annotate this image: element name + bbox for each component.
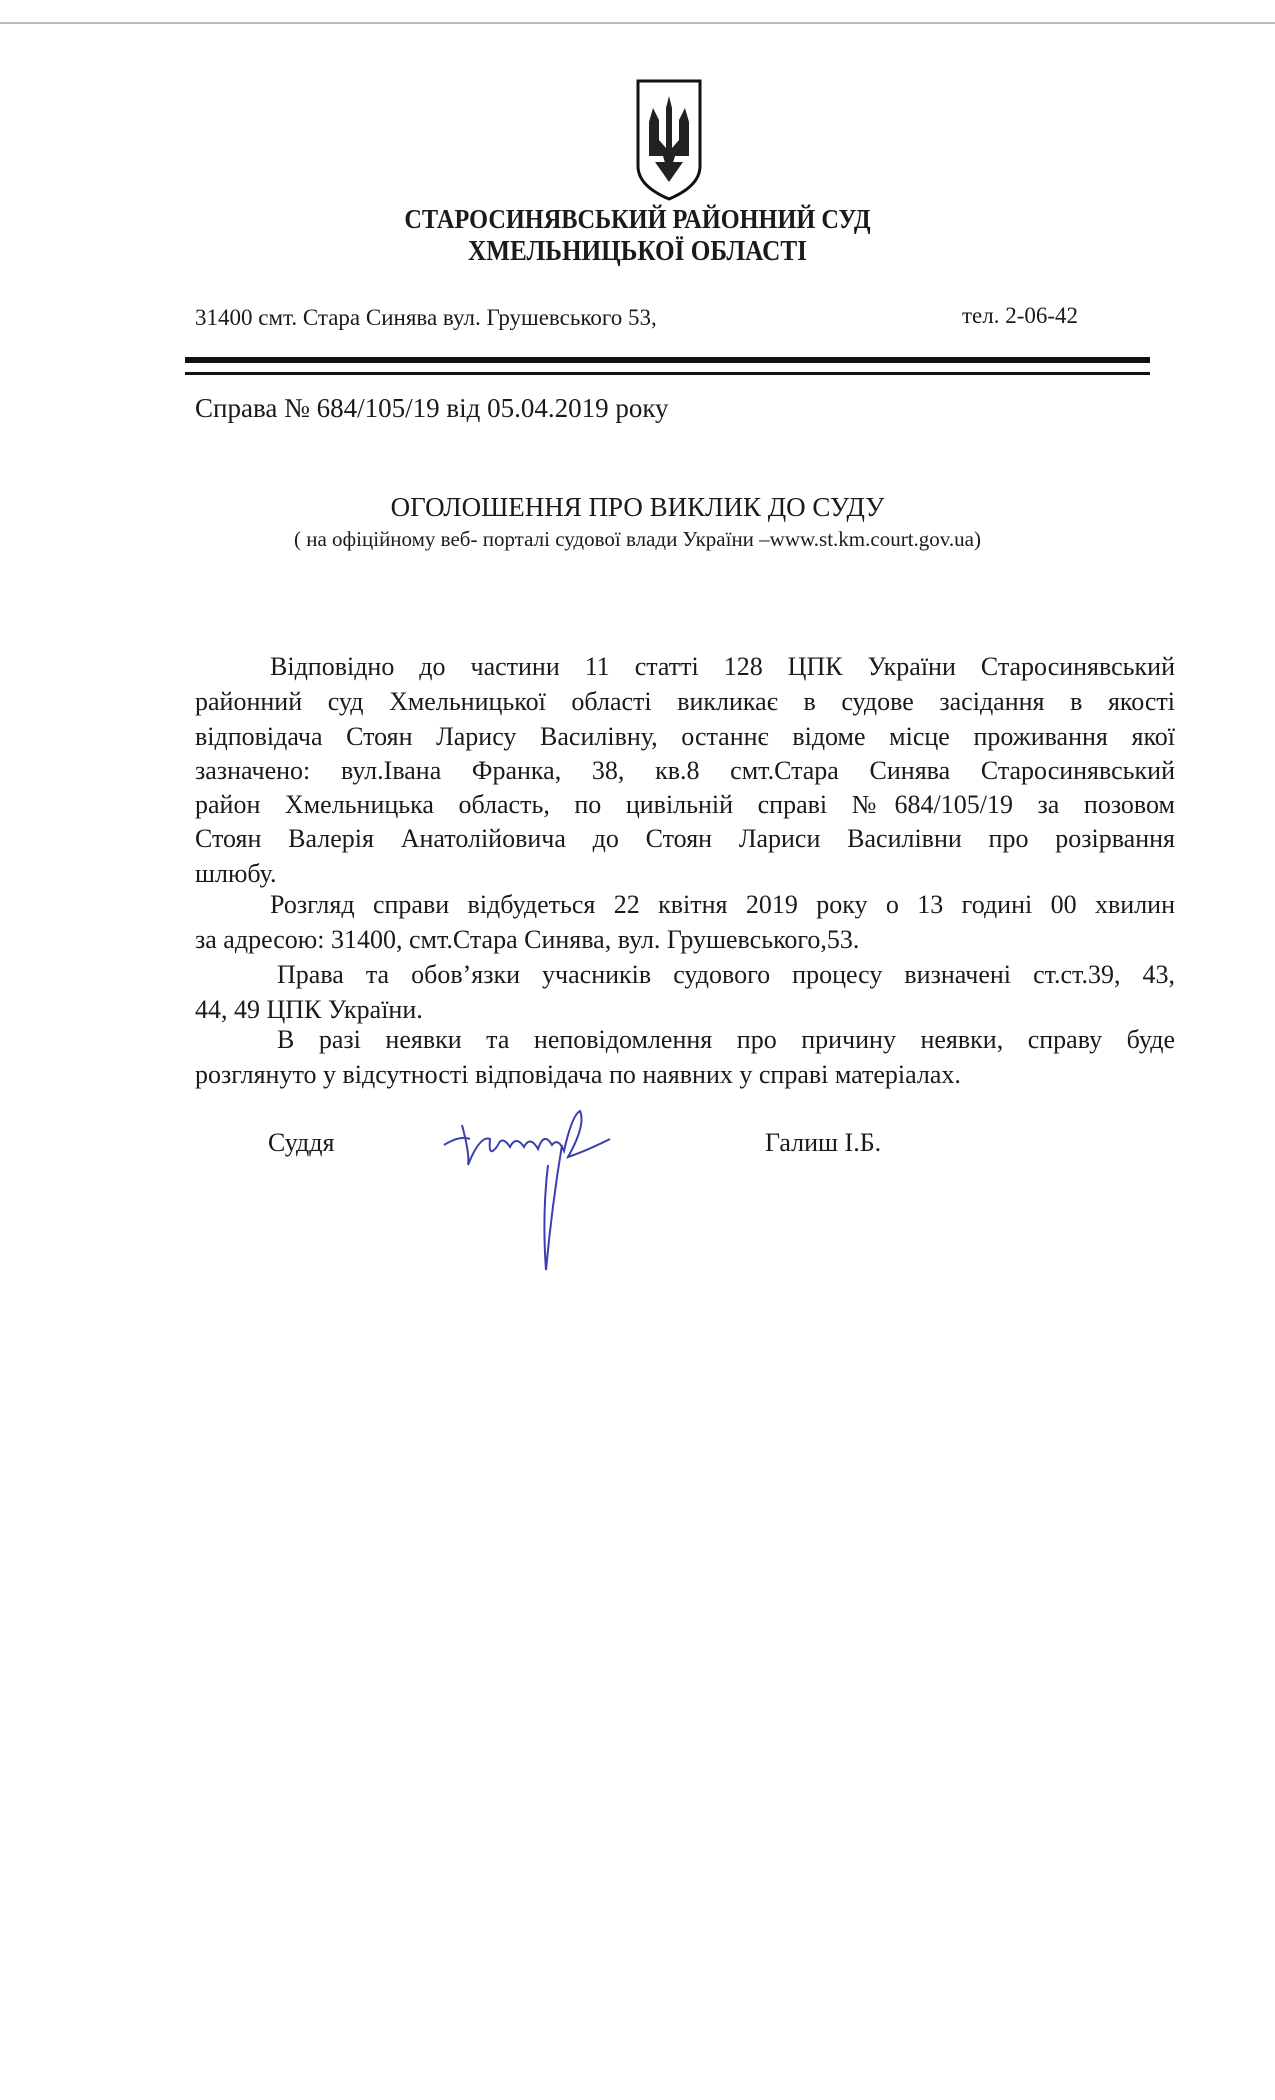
body-line: шлюбу. [195, 859, 277, 888]
body-line: Відповідно до частини 11 статті 128 ЦПК України Старосинявський [270, 652, 1175, 681]
scan-edge-line [0, 22, 1275, 24]
body-line: відповідача Стоян Ларису Василівну, останнє відоме місце проживання якої [195, 722, 1175, 751]
body-line: район Хмельницька область, по цивільній справі №684/105/19 за позовом [195, 790, 1175, 819]
header-rule-thin [185, 372, 1150, 375]
body-line: зазначено: вул.Івана Франка, 38, кв.8 смт.Стара Синява Старосинявський [195, 756, 1175, 785]
body-line: Стоян Валерія Анатолійовича до Стоян Лариси Василівни про розірвання [195, 824, 1175, 853]
body-line: В разі неявки та неповідомлення про причину неявки, справу буде [277, 1025, 1175, 1054]
header-rule-thick [185, 357, 1150, 363]
body-line: розглянуто у відсутності відповідача по наявних у справі матеріалах. [195, 1060, 961, 1089]
handwritten-signature [440, 1105, 645, 1277]
court-phone: тел. 2-06-42 [962, 303, 1079, 328]
body-line: районний суд Хмельницької області викликає в судове засідання в якості [195, 687, 1175, 716]
case-reference: Справа № 684/105/19 від 05.04.2019 року [195, 393, 669, 423]
notice-title: ОГОЛОШЕННЯ ПРО ВИКЛИК ДО СУДУ [390, 492, 885, 522]
notice-subtitle: ( на офіційному веб- порталі судової влади України –www.st.km.court.gov.ua) [294, 527, 981, 551]
signature-role: Суддя [268, 1128, 335, 1157]
court-name-line2: ХМЕЛЬНИЦЬКОЇ ОБЛАСТІ [468, 236, 807, 267]
body-line: 44, 49 ЦПК України. [195, 995, 423, 1024]
court-address: 31400 смт. Стара Синява вул. Грушевського 53, [195, 305, 657, 330]
coat-of-arms-icon [635, 78, 703, 202]
court-name-line1: СТАРОСИНЯВСЬКИЙ РАЙОННИЙ СУД [404, 204, 871, 234]
body-line: Права та обов’язки учасників судового процесу визначені ст.ст.39, 43, [277, 960, 1175, 989]
body-line: за адресою: 31400, смт.Стара Синява, вул. Грушевського,53. [195, 925, 860, 954]
judge-name: Галиш І.Б. [765, 1128, 882, 1157]
body-line: Розгляд справи відбудеться 22 квітня 2019 року о 13 годині 00 хвилин [270, 890, 1175, 919]
